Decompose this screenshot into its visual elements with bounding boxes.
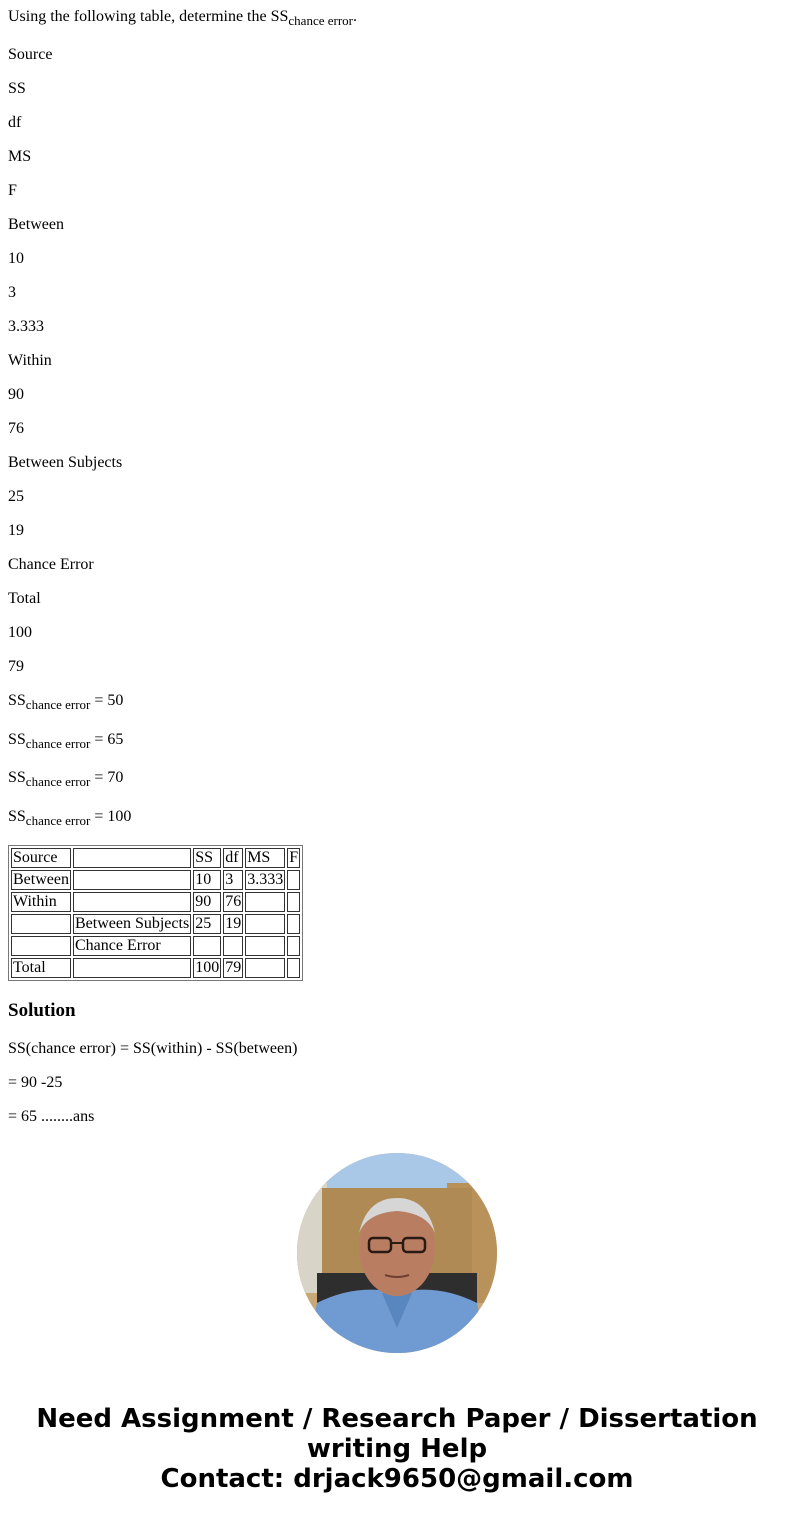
- table-cell: [11, 936, 71, 956]
- option-sub: chance error: [25, 774, 91, 789]
- raw-table-lines: [8, 46, 122, 692]
- table-cell: SS: [193, 848, 221, 868]
- table-cell: [287, 870, 300, 890]
- table-cell: 19: [225, 915, 242, 932]
- question-main: Using the following table, determine the SS: [8, 8, 289, 25]
- anova-table: [8, 845, 303, 981]
- table-cell: [287, 958, 300, 978]
- table-row: [11, 914, 300, 934]
- table-cell: [245, 958, 285, 978]
- option-value: = 50: [90, 692, 124, 709]
- option-prefix: SS: [8, 730, 26, 748]
- option-prefix: SS: [8, 692, 26, 709]
- table-cell: [245, 936, 285, 956]
- contact-banner: [0, 1404, 794, 1494]
- table-cell: [73, 848, 191, 868]
- raw-line: Chance Error: [8, 556, 94, 573]
- table-cell: 76: [225, 893, 242, 910]
- table-cell: [245, 914, 285, 934]
- table-cell: [245, 892, 285, 912]
- raw-line: 10: [8, 250, 24, 267]
- table-cell: Between Subjects: [74, 915, 190, 932]
- question-end: .: [353, 8, 357, 25]
- raw-line: 79: [8, 658, 24, 675]
- raw-line: 19: [8, 522, 24, 539]
- raw-line: MS: [8, 148, 32, 165]
- raw-line: 3: [8, 284, 16, 301]
- table-cell: [73, 870, 191, 890]
- table-cell: Total: [11, 958, 71, 978]
- table-cell: F: [289, 849, 299, 866]
- table-cell: [287, 892, 300, 912]
- table-cell: [193, 936, 221, 956]
- table-cell: Between: [13, 871, 69, 888]
- table-cell: 79: [225, 959, 242, 976]
- table-row: [11, 848, 300, 868]
- raw-line: Within: [8, 352, 52, 369]
- option-value: = 65: [90, 730, 124, 748]
- table-row: [11, 936, 300, 956]
- option-prefix: SS: [8, 807, 26, 825]
- table-cell: MS: [245, 848, 285, 868]
- table-cell: 25: [193, 914, 221, 934]
- solution-line: = 65 ........ans: [8, 1108, 95, 1125]
- option-prefix: SS: [8, 769, 26, 786]
- banner-line: writing Help: [306, 1434, 488, 1464]
- table-row: [11, 958, 300, 978]
- option-3: [8, 769, 131, 808]
- table-cell: [287, 936, 300, 956]
- raw-line: Between Subjects: [8, 454, 123, 471]
- table-cell: [223, 936, 243, 956]
- option-value: = 100: [90, 807, 132, 825]
- table-cell: [11, 914, 71, 934]
- question-text: [8, 8, 357, 26]
- banner-contact: Contact: drjack9650@gmail.com: [160, 1464, 634, 1494]
- solution-body: [8, 1040, 297, 1142]
- option-sub: chance error: [25, 735, 91, 751]
- table-cell: [73, 892, 191, 912]
- avatar-portrait: [297, 1153, 497, 1353]
- table-cell: 3.333: [247, 871, 284, 888]
- option-sub: chance error: [25, 812, 91, 828]
- table-cell: 3: [223, 870, 243, 890]
- table-cell: 100: [195, 959, 220, 976]
- table-cell: Chance Error: [73, 936, 191, 956]
- table-cell: Within: [11, 892, 71, 912]
- option-1: [8, 692, 131, 731]
- raw-line: Between: [8, 216, 64, 233]
- table-cell: Source: [11, 848, 71, 868]
- raw-line: 3.333: [8, 318, 44, 335]
- author-avatar: [297, 1153, 497, 1353]
- table-cell: 90: [193, 892, 221, 912]
- option-value: = 70: [90, 769, 124, 786]
- table-cell: df: [223, 848, 243, 868]
- solution-heading: Solution: [8, 1000, 76, 1021]
- raw-line: 76: [8, 420, 24, 437]
- raw-line: Total: [8, 590, 41, 607]
- solution-line: = 90 -25: [8, 1074, 63, 1091]
- raw-line: 90: [8, 386, 24, 403]
- question-subscript: chance error: [288, 13, 353, 28]
- raw-line: F: [8, 182, 17, 199]
- table-row: [11, 870, 300, 890]
- option-2: [8, 731, 131, 770]
- raw-line: SS: [8, 80, 26, 97]
- table-cell: [287, 914, 300, 934]
- raw-line: Source: [8, 46, 53, 63]
- table-row: [11, 892, 300, 912]
- banner-line: Need Assignment / Research Paper / Dissertation: [36, 1404, 758, 1434]
- table-cell: 10: [193, 870, 221, 890]
- raw-line: 25: [8, 488, 24, 505]
- option-sub: chance error: [25, 697, 91, 712]
- table-cell: [73, 958, 191, 978]
- raw-line: 100: [8, 624, 32, 641]
- option-4: [8, 808, 131, 847]
- raw-line: df: [8, 114, 22, 131]
- solution-line: SS(chance error) = SS(within) - SS(between): [8, 1040, 298, 1057]
- answer-options: [8, 692, 131, 846]
